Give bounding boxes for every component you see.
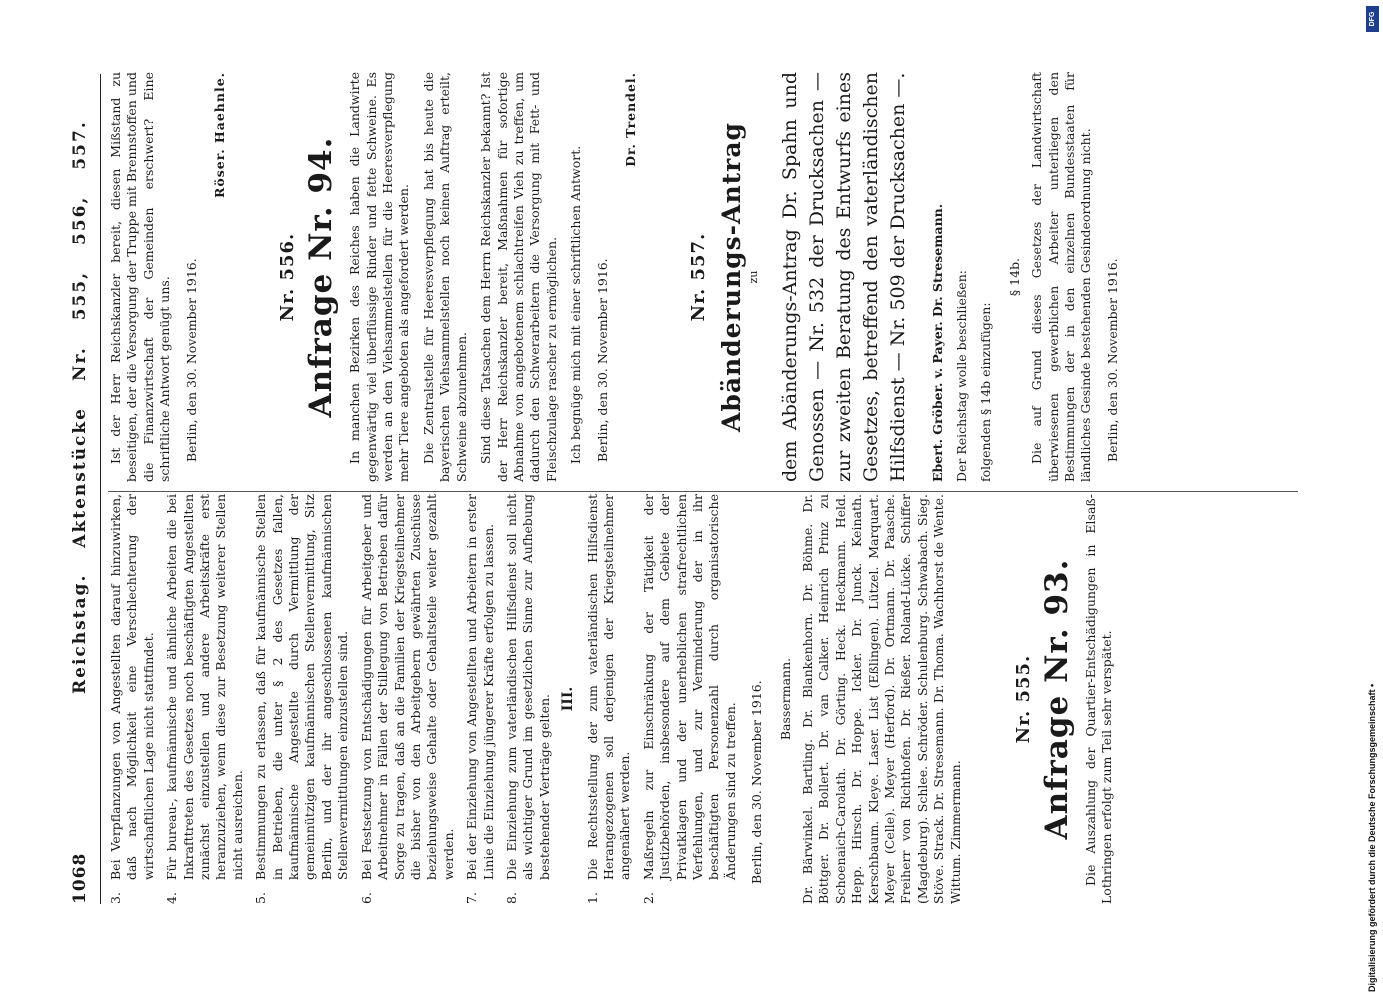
antrag-lead: dem Abänderungs-Antrag Dr. Spahn und Genossen — Nr. 532 der Drucksachen — zur zweiten Beratung des Entwurfs eines Gesetzes, betreffend den vaterländischen Hilfsdienst — Nr. 509 der Drucksachen —. <box>778 72 909 482</box>
date-line: Berlin, den 30. November 1916. <box>1104 258 1120 462</box>
page-title: Reichstag. Aktenstücke Nr. 555, 556, 557. <box>70 120 90 694</box>
numbered-list-b <box>585 494 740 904</box>
section-heading: III. <box>560 686 577 712</box>
paragraph-heading: § 14b. <box>1006 257 1022 297</box>
anfrage-title: Anfrage Nr. 94. <box>302 136 339 418</box>
list-item: 5. Bestimmungen zu erlassen, daß für kaufmännische Stellen in Betrieben, die unter § 2 des Gesetzes fallen, kaufmännische Angestellte durch Vermittlung der gemeinnützigen kaufmännischen Stellenvermittlung, Sitz Berlin, und der ihr angeschlossenen kaufmännischen Stellenvermittlungen einzustellen sind. <box>253 494 351 904</box>
document-number: Nr. 557. <box>688 232 710 322</box>
anfrage-text: Die Auszahlung der Quartier-Entschädigungen in Elsaß-Lothringen erfolgt zum Teil sehr verspätet. <box>1082 494 1115 904</box>
signature: Röser. Haehnle. <box>212 72 228 198</box>
antrag-zu: zu <box>747 270 761 284</box>
signature: Dr. Trendel. <box>622 72 638 167</box>
paragraph-text: Die auf Grund dieses Gesetzes der Landwirtschaft überwiesenen gewerblichen Arbeiter unterliegen den Bestimmungen der in den einzelnen Bundesstaaten für ländliches Gesinde bestehenden Gesindeordnung nicht. <box>1029 72 1094 482</box>
document-number: Nr. 556. <box>277 232 299 322</box>
anfrage-paragraph: Die Zentralstelle für Heeresverpflegung hat bis heute die bayerischen Viehsammelstellen noch keinen Auftrag erteilt, Schweine abzunehmen. <box>420 72 469 482</box>
continued-text: Ist der Herr Reichskanzler bereit, diesen Mißstand zu beseitigen, der die Versorgung der Truppe mit Brennstoffen und die Finanzwirtschaft der Gemeinden erschwert? Eine schriftliche Antwort genügt uns. <box>108 72 173 482</box>
right-column <box>108 72 1133 482</box>
digitization-note: Digitalisierung gefördert durch die Deutsche Forschungsgemeinschaft • <box>1367 683 1377 992</box>
date-line: Berlin, den 30. November 1916. <box>183 258 199 462</box>
anfrage-paragraph: Ich begnüge mich mit einer schriftlichen Antwort. <box>568 145 584 464</box>
antrag-title: Abänderungs-Antrag <box>716 121 746 433</box>
date-line: Berlin, den 30. November 1916. <box>749 680 765 884</box>
page-number: 1068 <box>70 852 90 904</box>
antrag-signatures: Ebert. Gröber. v. Payer. Dr. Stresemann. <box>929 203 945 482</box>
list-item: 2. Maßregeln zur Einschränkung der Tätigkeit der Justizbehörden, insbesondere auf dem Gebiete der Privatklagen und der unerheblichen strafrechtlichen Verfehlungen, und zur Verminderung der in ihr beschäftigten Personenzahl durch organisatorische Änderungen sind zu treffen. <box>640 494 738 904</box>
signature-name: Bassermann. <box>777 657 793 741</box>
anfrage-title: Anfrage Nr. 93. <box>1038 558 1075 840</box>
numbered-list-a <box>108 494 553 904</box>
dfg-logo: DFG <box>1366 6 1379 32</box>
antrag-beschluss: Der Reichstag wolle beschließen: <box>953 270 969 482</box>
antrag-folgenden: folgenden § 14b einzufügen: <box>978 302 994 482</box>
list-item: 8. Die Einziehung zum vaterländischen Hilfsdienst soll nicht als wichtiger Grund im gesetzlichen Sinne zur Aufhebung bestehender Verträge gelten. <box>503 494 552 904</box>
anfrage-paragraph: Sind diese Tatsachen dem Herrn Reichskanzler bekannt? Ist der Herr Reichskanzler bereit, Maßnahmen für sofortige Abnahme von angebotenem schlachtreifen Vieh zu treffen, um dadurch den Schwerarbeitern die Versorgung mit Fett- und Fleischzulage rascher zu ermöglichen. <box>478 72 559 482</box>
list-item: 3. Bei Verpflanzungen von Angestellten darauf hinzuwirken, daß nach Möglichkeit eine Verschlechterung der wirtschaftlichen Lage nicht stattfindet. <box>108 494 156 904</box>
list-item: 7. Bei der Einziehung von Angestellten und Arbeitern in erster Linie die Einziehung jüngerer Kräfte erfolgen zu lassen. <box>464 494 496 904</box>
list-item: 4. Für bureau-, kaufmännische und ähnliche Arbeiten die bei Inkrafttreten des Gesetzes noch beschäftigten Angestellten zunächst einzustellen und andere Arbeitskräfte erst heranzuziehen, wenn diese zur Besetzung weiterer Stellen nicht ausreichen. <box>164 494 245 904</box>
list-item: 1. Die Rechtsstellung der zum vaterländischen Hilfsdienst Herangezogenen soll derjenigen der Kriegsteilnehmer angenähert werden. <box>584 494 633 904</box>
date-line: Berlin, den 30. November 1916. <box>594 258 610 462</box>
left-column <box>108 494 1124 904</box>
page-header <box>60 74 101 904</box>
anfrage-paragraph: In manchen Bezirken des Reiches haben die Landwirte gegenwärtig viel überflüssige Rinder und fette Schweine. Es werden an den Viehsammelstellen für die Heeresverpflegung mehr Tiere angeboten als angefordert werden. <box>347 72 412 482</box>
list-item: 6. Bei Festsetzung von Entschädigungen für Arbeitgeber und Arbeitnehmer in Fällen der Stillegung von Betrieben dafür Sorge zu tragen, daß an die Familien der Kriegsteilnehmer die bisher von den Arbeitgebern gewährten Zuschüsse beziehungsweise Gehalte oder Gehaltsteile weiter gezahlt werden. <box>358 494 456 904</box>
column-divider <box>108 491 1298 492</box>
signers-list: Dr. Bärwinkel. Bartling. Dr. Blankenhorn. Dr. Böhme. Dr. Böttger. Dr. Bollert. Dr. van Calker. Heinrich Prinz zu Schoenaich-Carolath. Dr. Görting. Heck. Heckmann. Held. Hepp. Hirsch. Dr. Hoppe. Ickler. Dr. Junck. Keinath. Kerschbaum. Kleye. Laser. List (Eßlingen). Lützel. Marquart. Meyer (Celle). Meyer (Herford). Dr. Ortmann. Dr. Paasche. Freiherr von Richthofen. Dr. Rießer. Roland-Lücke. Schiffer (Magdeburg). Schlee. Schröder. Schulenburg. Schwabach. Sieg. Stöve. Strack. Dr. Stresemann. Dr. Thoma. Wachhorst de Wente. Wittum. Zimmermann. <box>800 494 963 904</box>
document-number: Nr. 555. <box>1013 654 1035 744</box>
